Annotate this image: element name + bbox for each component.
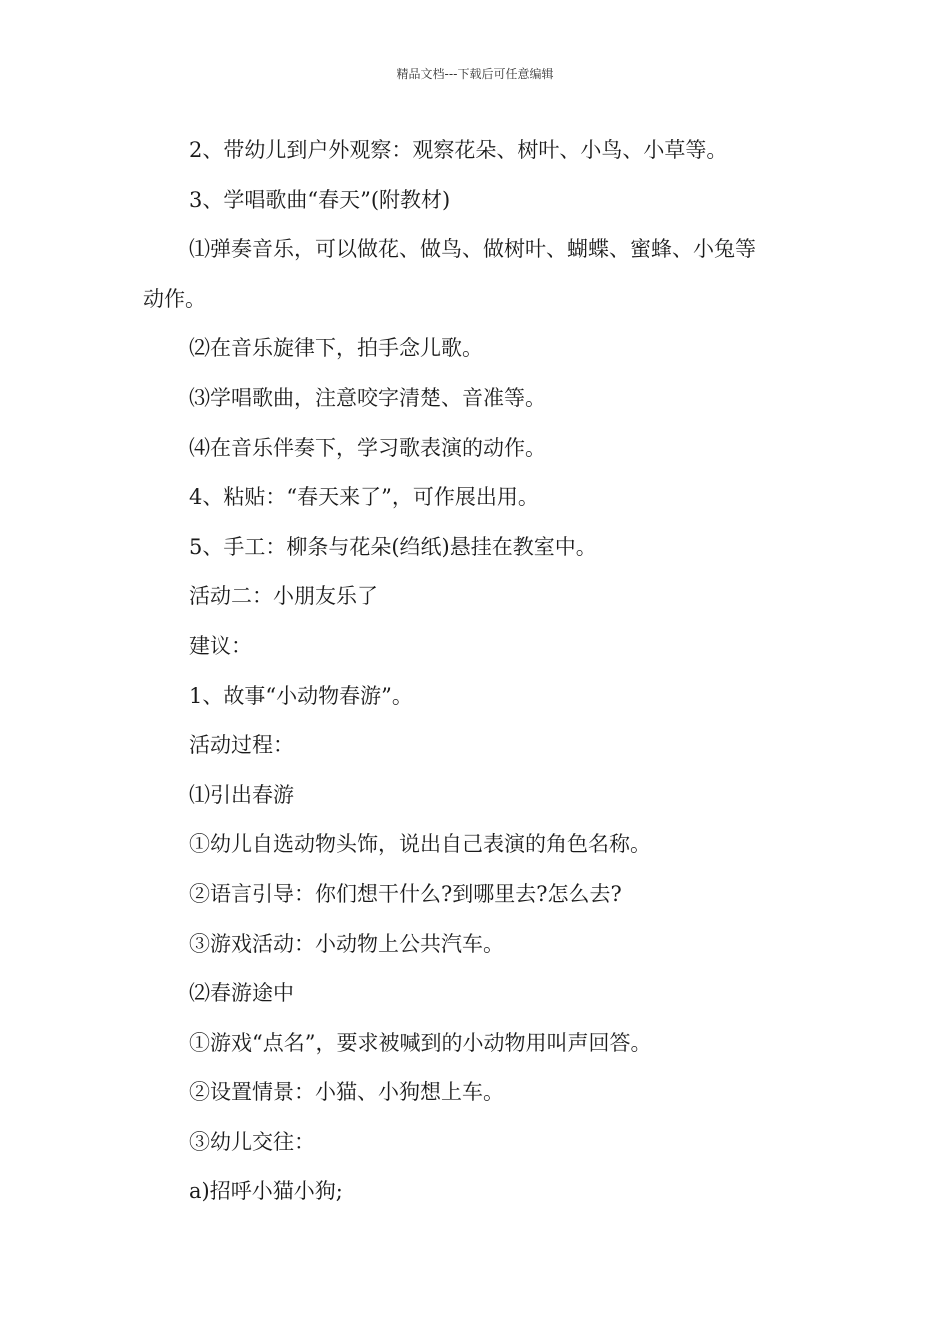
paragraph-line: ②设置情景：小猫、小狗想上车。 — [189, 1080, 504, 1105]
page-header: 精品文档---下载后可任意编辑 — [396, 67, 554, 81]
paragraph-line: ②语言引导：你们想干什么?到哪里去?怎么去? — [189, 881, 622, 906]
paragraph-line: ⑵春游途中 — [189, 981, 294, 1006]
paragraph-line: 动作。 — [143, 286, 206, 311]
paragraph-line: ①幼儿自选动物头饰，说出自己表演的角色名称。 — [189, 832, 651, 857]
paragraph-line: ⑷在音乐伴奏下，学习歌表演的动作。 — [189, 435, 546, 460]
section-heading: 活动二：小朋友乐了 — [189, 584, 378, 609]
document-body — [143, 132, 823, 1223]
paragraph-line: ③幼儿交往： — [189, 1129, 315, 1154]
paragraph-line: 活动过程： — [189, 733, 294, 758]
paragraph-line: 3、学唱歌曲“春天”(附教材) — [189, 187, 451, 212]
paragraph-line: ①游戏“点名”，要求被喊到的小动物用叫声回答。 — [189, 1030, 652, 1055]
paragraph-line: 4、粘贴：“春天来了”，可作展出用。 — [189, 485, 539, 510]
paragraph-line: ⑴引出春游 — [189, 782, 294, 807]
paragraph-line: ⑶学唱歌曲，注意咬字清楚、音准等。 — [189, 385, 546, 410]
paragraph-line: ⑴弹奏音乐，可以做花、做鸟、做树叶、蝴蝶、蜜蜂、小兔等 — [189, 237, 756, 262]
paragraph-line: 1、故事“小动物春游”。 — [189, 683, 413, 708]
paragraph-line: 建议： — [189, 633, 252, 658]
paragraph-line: 2、带幼儿到户外观察：观察花朵、树叶、小鸟、小草等。 — [189, 138, 728, 162]
paragraph-line: 5、手工：柳条与花朵(绉纸)悬挂在教室中。 — [189, 534, 597, 559]
paragraph-line: a)招呼小猫小狗; — [189, 1179, 343, 1204]
paragraph-line: ③游戏活动：小动物上公共汽车。 — [189, 931, 504, 956]
paragraph-line: ⑵在音乐旋律下，拍手念儿歌。 — [189, 336, 483, 361]
